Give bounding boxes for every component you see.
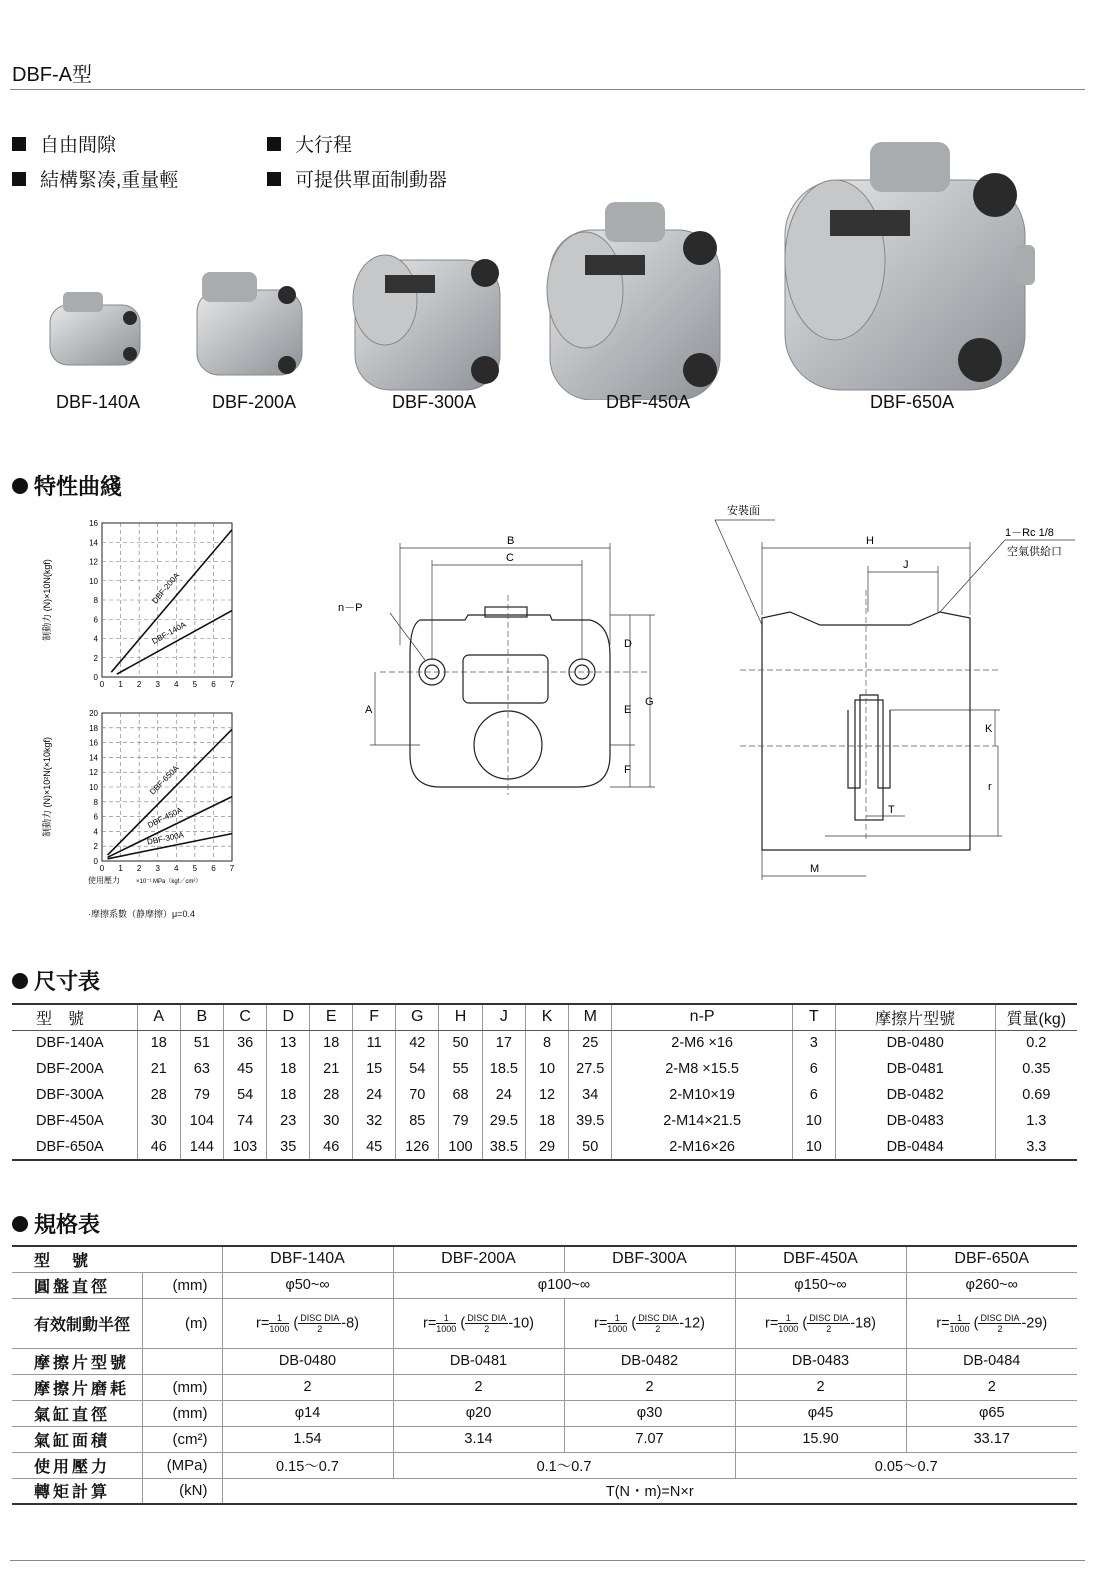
cell: 0.69 (995, 1082, 1077, 1108)
cell: 10 (526, 1056, 569, 1082)
cell: φ150~∞ (735, 1272, 906, 1298)
cell: 2-M10×19 (612, 1082, 792, 1108)
col-header: 型 號 (12, 1004, 137, 1030)
product-label: DBF-140A (55, 392, 141, 412)
feature-item: 結構緊凑,重量輕 (12, 165, 178, 192)
y-tick-label: 16 (89, 738, 98, 748)
spec-table-header (12, 1246, 1077, 1272)
cell: 2 (906, 1374, 1077, 1400)
model-cell: DBF-300A (36, 1087, 104, 1103)
x-tick-label: 2 (136, 864, 142, 873)
col-header: E (310, 1004, 353, 1030)
spec-row-wear (12, 1374, 1077, 1400)
formula-r: r= (593, 1314, 608, 1331)
cell: DB-0483 (735, 1348, 906, 1374)
y-tick-label: 0 (93, 857, 98, 866)
cell: 38.5 (482, 1134, 525, 1160)
cell: 1.54 (222, 1426, 393, 1452)
cell: DB-0482 (564, 1348, 735, 1374)
table-row (12, 1108, 1077, 1134)
col-header: M (569, 1004, 612, 1030)
cell: 74 (224, 1108, 267, 1134)
cell: 28 (137, 1082, 180, 1108)
cell: 63 (180, 1056, 223, 1082)
dim-label-h: H (866, 535, 874, 547)
cell: φ260~∞ (906, 1272, 1077, 1298)
series-label: DBF-450A (146, 805, 184, 830)
dim-label-k: K (985, 723, 993, 735)
row-label: 氣缸直徑 (12, 1400, 142, 1426)
dim-label-f: F (624, 764, 631, 776)
cell: 30 (137, 1108, 180, 1134)
cell: 2-M14×21.5 (612, 1108, 792, 1134)
cell: 2-M16×26 (612, 1134, 792, 1160)
y-tick-label: 8 (93, 797, 98, 807)
cell: 45 (224, 1056, 267, 1082)
col-header: G (396, 1004, 439, 1030)
formula-cell: r= $\frac{1}{1000}$ ( $\frac{\text{DISC DIA}}{2}$ -10) (393, 1298, 564, 1348)
feature-item: 自由間隙 (12, 130, 116, 157)
cell: 3.3 (995, 1134, 1077, 1160)
y-tick-label: 16 (89, 519, 98, 528)
spec-row-radius (12, 1298, 1077, 1348)
cell: 15 (353, 1056, 396, 1082)
cell: φ20 (393, 1400, 564, 1426)
fraction: $\frac{1}{1000}$ (269, 1312, 290, 1334)
formula-r: r= (256, 1314, 270, 1331)
cell: 24 (353, 1082, 396, 1108)
col-header: DBF-140A (222, 1246, 393, 1272)
row-label: 圓盤直徑 (12, 1272, 142, 1298)
series-line-dbf-140a (117, 611, 232, 675)
y-tick-label: 2 (93, 653, 98, 663)
cell: 54 (224, 1082, 267, 1108)
dim-label-np: n－P (338, 602, 363, 614)
y-tick-label: 12 (89, 768, 98, 778)
row-unit: (mm) (142, 1374, 222, 1400)
cell: 2 (564, 1374, 735, 1400)
cell: 29 (526, 1134, 569, 1160)
y-tick-label: 4 (93, 827, 98, 837)
product-photos (0, 130, 1097, 400)
y-tick-label: 10 (89, 783, 98, 792)
cell: 100 (439, 1134, 482, 1160)
x-tick-label: 4 (174, 680, 179, 689)
y-tick-label: 12 (89, 557, 98, 567)
cell: 13 (267, 1030, 310, 1056)
cell: 0.15～0.7 (222, 1452, 393, 1478)
formula-constant: -10) (508, 1314, 534, 1331)
cell: φ14 (222, 1400, 393, 1426)
formula-cell: r= $\frac{1}{1000}$ ( $\frac{\text{DISC DIA}}{2}$ -12) (564, 1298, 735, 1348)
section-title-specs: 規格表 (12, 1208, 100, 1239)
row-label: 摩擦片型號 (12, 1348, 142, 1374)
cell: 30 (310, 1108, 353, 1134)
cell: 12 (526, 1082, 569, 1108)
model-cell: DBF-200A (36, 1061, 104, 1077)
dim-label-d: D (624, 638, 632, 650)
series-label: DBF-300A (146, 830, 185, 847)
cell: DB-0481 (393, 1348, 564, 1374)
y-tick-label: 14 (89, 538, 98, 548)
col-header: A (137, 1004, 180, 1030)
fraction: $\frac{1}{1000}$ (949, 1312, 970, 1334)
spec-row-cylinder-area (12, 1426, 1077, 1452)
section-title-curve: 特性曲綫 (12, 470, 122, 501)
cell: 34 (569, 1082, 612, 1108)
cell: 79 (180, 1082, 223, 1108)
cell: 68 (439, 1082, 482, 1108)
cell: DB-0483 (835, 1108, 995, 1134)
dimension-table-header (12, 1004, 1077, 1030)
formula-cell: r= $\frac{1}{1000}$ ( $\frac{\text{DISC DIA}}{2}$ -18) (735, 1298, 906, 1348)
y-tick-label: 8 (93, 596, 98, 605)
cell: 42 (396, 1030, 439, 1056)
cell: 28 (310, 1082, 353, 1108)
table-row (12, 1030, 1077, 1056)
x-tick-label: 7 (229, 680, 235, 689)
formula-r: r= (422, 1314, 437, 1331)
cell: 11 (353, 1030, 396, 1056)
dimension-table-body (12, 1030, 1077, 1160)
dim-label-g: G (645, 696, 654, 708)
mount-surface-label: 安裝面 (727, 505, 760, 517)
cell: 46 (137, 1134, 180, 1160)
fraction: $\frac{\text{DISC DIA}}{2}$ (300, 1312, 340, 1334)
col-header: 摩擦片型號 (835, 1004, 995, 1030)
cell: 0.1～0.7 (393, 1452, 735, 1478)
cell: 55 (439, 1056, 482, 1082)
col-header: H (439, 1004, 482, 1030)
x-axis-unit: ×10⁻¹ MPa（kgf／cm²） (136, 879, 202, 885)
cell: DB-0480 (222, 1348, 393, 1374)
y-tick-label: 20 (89, 709, 98, 718)
cell: 8 (526, 1030, 569, 1056)
x-tick-label: 5 (192, 864, 198, 873)
cell: 144 (180, 1134, 223, 1160)
dim-label-r: r (988, 781, 992, 793)
cell: DB-0484 (906, 1348, 1077, 1374)
spec-row-pressure (12, 1452, 1077, 1478)
page-title: DBF-A型 (12, 64, 92, 86)
cell: φ45 (735, 1400, 906, 1426)
col-header: DBF-200A (393, 1246, 564, 1272)
front-view-drawing (320, 525, 670, 805)
fraction: $\frac{1}{1000}$ (607, 1312, 628, 1334)
table-row (12, 1082, 1077, 1108)
product-image-dbf-300a (353, 255, 500, 390)
footer-rule (10, 1560, 1085, 1561)
spec-row-torque (12, 1478, 1077, 1504)
x-tick-label: 2 (136, 680, 142, 689)
cell: 54 (396, 1056, 439, 1082)
formula-constant: -18) (850, 1314, 876, 1331)
col-header: DBF-300A (564, 1246, 735, 1272)
product-label: DBF-300A (391, 392, 477, 412)
feature-item: 可提供單面制動器 (267, 165, 447, 192)
fraction: $\frac{\text{DISC DIA}}{2}$ (809, 1312, 849, 1334)
series-label: DBF-140A (150, 620, 188, 646)
cell: 50 (569, 1134, 612, 1160)
cell: 7.07 (564, 1426, 735, 1452)
row-unit: (MPa) (142, 1452, 222, 1478)
cell: DB-0481 (835, 1056, 995, 1082)
cell: 25 (569, 1030, 612, 1056)
product-image-dbf-650a (785, 142, 1035, 390)
chart-brake-force-small (40, 515, 250, 695)
row-unit (142, 1348, 222, 1374)
dim-label-b: B (507, 535, 515, 547)
title-rule (10, 89, 1085, 90)
product-label: DBF-450A (605, 392, 691, 412)
dim-label-j: J (903, 559, 909, 571)
product-label: DBF-200A (211, 392, 297, 412)
col-header: DBF-450A (735, 1246, 906, 1272)
cell: DB-0484 (835, 1134, 995, 1160)
cell: DB-0482 (835, 1082, 995, 1108)
col-header: 質量(kg) (995, 1004, 1077, 1030)
col-header: n-P (612, 1004, 792, 1030)
y-axis-label: 制動力 (N)×10²N(×10kgf) (42, 736, 52, 838)
x-tick-label: 0 (99, 864, 105, 873)
cell: 85 (396, 1108, 439, 1134)
formula-constant: -8) (341, 1314, 359, 1331)
row-unit: (mm) (142, 1400, 222, 1426)
x-tick-label: 3 (155, 680, 160, 689)
cell: 50 (439, 1030, 482, 1056)
formula-r: r= (764, 1314, 779, 1331)
y-tick-label: 4 (93, 634, 98, 644)
dimension-table (12, 1003, 1077, 1161)
formula-constant: -29) (1021, 1314, 1048, 1331)
cell: 6 (792, 1056, 835, 1082)
x-axis-label: 使用壓力 (88, 876, 120, 885)
row-unit: (cm²) (142, 1426, 222, 1452)
fraction: $\frac{\text{DISC DIA}}{2}$ (980, 1312, 1020, 1334)
cell: DB-0480 (835, 1030, 995, 1056)
side-view-drawing (700, 500, 1090, 885)
friction-note: ·摩擦系數（静摩擦）μ=0.4 (88, 909, 195, 919)
cell: 33.17 (906, 1426, 1077, 1452)
cell: 10 (792, 1134, 835, 1160)
x-tick-label: 6 (211, 680, 216, 689)
cell: φ65 (906, 1400, 1077, 1426)
cell: 27.5 (569, 1056, 612, 1082)
cell: 10 (792, 1108, 835, 1134)
y-tick-label: 6 (93, 615, 98, 625)
chart-brake-force-large (40, 705, 250, 905)
x-tick-label: 7 (229, 864, 235, 873)
cell: 104 (180, 1108, 223, 1134)
y-axis-label: 制動力 (N)×10N(kgf) (42, 559, 52, 641)
section-title-dimensions: 尺寸表 (12, 965, 100, 996)
cell: 39.5 (569, 1108, 612, 1134)
feature-item: 大行程 (267, 130, 352, 157)
y-tick-label: 14 (89, 753, 98, 763)
cell: 3.14 (393, 1426, 564, 1452)
fraction: $\frac{1}{1000}$ (778, 1312, 799, 1334)
table-row (12, 1134, 1077, 1160)
cell: 46 (310, 1134, 353, 1160)
formula-constant: -12) (679, 1314, 705, 1331)
cell: 36 (224, 1030, 267, 1056)
formula-cell: r= $\frac{1}{1000}$ ( $\frac{\text{DISC DIA}}{2}$ -8) (222, 1298, 393, 1348)
col-header: J (482, 1004, 525, 1030)
cell: 79 (439, 1108, 482, 1134)
dim-label-a: A (365, 704, 373, 716)
product-label: DBF-650A (869, 392, 955, 412)
cell: 0.35 (995, 1056, 1077, 1082)
x-tick-label: 4 (174, 864, 179, 873)
spec-table (12, 1245, 1077, 1505)
cell: 2-M8 ×15.5 (612, 1056, 792, 1082)
col-header: D (267, 1004, 310, 1030)
cell: 24 (482, 1082, 525, 1108)
cell: 23 (267, 1108, 310, 1134)
cell: T(N・m)=N×r (222, 1478, 1077, 1504)
cell: 35 (267, 1134, 310, 1160)
cell: 51 (180, 1030, 223, 1056)
cell: 2-M6 ×16 (612, 1030, 792, 1056)
series-label: DBF-650A (147, 763, 181, 797)
y-tick-label: 10 (89, 576, 98, 586)
spec-row-cylinder-diameter (12, 1400, 1077, 1426)
cell: 15.90 (735, 1426, 906, 1452)
x-tick-label: 1 (118, 864, 123, 873)
series-label: DBF-200A (150, 571, 182, 606)
dim-label-m: M (810, 863, 820, 875)
bullet-dot-icon (12, 1216, 28, 1232)
formula-cell: r= $\frac{1}{1000}$ ( $\frac{\text{DISC DIA}}{2}$ -29) (906, 1298, 1077, 1348)
formula-r: r= (936, 1314, 950, 1331)
cell: 70 (396, 1082, 439, 1108)
col-header: 型 號 (12, 1246, 222, 1272)
row-label: 轉矩計算 (12, 1478, 142, 1504)
cell: 17 (482, 1030, 525, 1056)
cell: 18 (267, 1056, 310, 1082)
cell: 2 (735, 1374, 906, 1400)
row-unit: (m) (142, 1298, 222, 1348)
cell: 0.2 (995, 1030, 1077, 1056)
product-image-dbf-140a (50, 292, 140, 365)
product-image-dbf-450a (547, 202, 720, 400)
col-header: K (526, 1004, 569, 1030)
row-unit: (kN) (142, 1478, 222, 1504)
x-tick-label: 3 (155, 864, 160, 873)
cell: 21 (310, 1056, 353, 1082)
x-tick-label: 5 (192, 680, 198, 689)
series-line-dbf-200a (111, 530, 232, 672)
model-cell: DBF-140A (36, 1035, 104, 1052)
cell: 21 (137, 1056, 180, 1082)
bullet-dot-icon (12, 478, 28, 494)
col-header: C (224, 1004, 267, 1030)
x-tick-label: 1 (118, 680, 123, 689)
x-tick-label: 0 (99, 680, 105, 689)
cell: 126 (396, 1134, 439, 1160)
cell: 2 (393, 1374, 564, 1400)
y-tick-label: 6 (93, 812, 98, 822)
cell: φ30 (564, 1400, 735, 1426)
fraction: $\frac{1}{1000}$ (436, 1312, 457, 1334)
y-tick-label: 0 (93, 673, 98, 682)
cell: 1.3 (995, 1108, 1077, 1134)
spec-row-disc (12, 1272, 1077, 1298)
cell: 2 (222, 1374, 393, 1400)
cell: 32 (353, 1108, 396, 1134)
col-header: DBF-650A (906, 1246, 1077, 1272)
row-unit: (mm) (142, 1272, 222, 1298)
cell: 0.05～0.7 (735, 1452, 1077, 1478)
air-port-spec: 1－Rc 1/8 (1005, 527, 1054, 539)
cell: 18 (526, 1108, 569, 1134)
row-label: 有效制動半徑 (12, 1298, 142, 1348)
cell: 3 (792, 1030, 835, 1056)
row-label: 摩擦片磨耗 (12, 1374, 142, 1400)
air-port-label: 空氣供給口 (1007, 546, 1062, 558)
cell: 103 (224, 1134, 267, 1160)
model-cell: DBF-650A (12, 1134, 137, 1160)
col-header: F (353, 1004, 396, 1030)
spec-row-pad (12, 1348, 1077, 1374)
col-header: B (180, 1004, 223, 1030)
cell: 18 (137, 1030, 180, 1056)
col-header: T (792, 1004, 835, 1030)
cell: 18.5 (482, 1056, 525, 1082)
cell: 29.5 (482, 1108, 525, 1134)
table-row (12, 1056, 1077, 1082)
fraction: $\frac{\text{DISC DIA}}{2}$ (467, 1312, 507, 1334)
cell: φ50~∞ (222, 1272, 393, 1298)
cell: 45 (353, 1134, 396, 1160)
cell: φ100~∞ (393, 1272, 735, 1298)
y-tick-label: 2 (93, 842, 98, 852)
fraction: $\frac{\text{DISC DIA}}{2}$ (638, 1312, 678, 1334)
y-tick-label: 18 (89, 723, 98, 733)
row-label: 使用壓力 (12, 1452, 142, 1478)
bullet-dot-icon (12, 973, 28, 989)
product-image-dbf-200a (197, 272, 302, 375)
x-tick-label: 6 (211, 864, 216, 873)
row-label: 氣缸面積 (12, 1426, 142, 1452)
cell: 18 (310, 1030, 353, 1056)
dim-label-t: T (888, 804, 895, 816)
cell: 18 (267, 1082, 310, 1108)
dim-label-e: E (624, 704, 632, 716)
dim-label-c: C (506, 552, 514, 564)
cell: 6 (792, 1082, 835, 1108)
model-cell: DBF-450A (36, 1113, 104, 1129)
